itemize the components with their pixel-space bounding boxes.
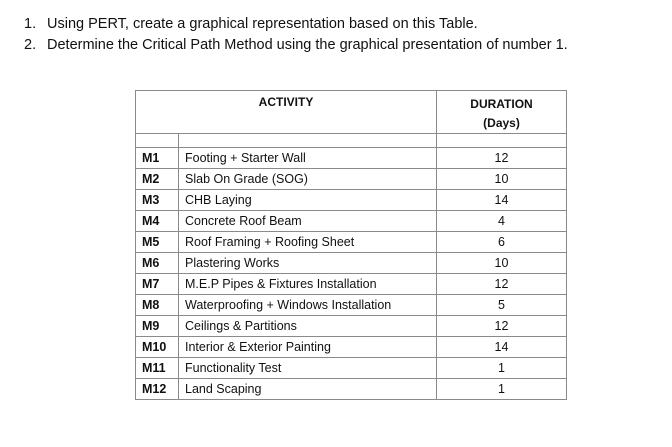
table-row bbox=[136, 148, 567, 169]
spacer-cell bbox=[179, 134, 437, 148]
activity-duration: 14 bbox=[437, 190, 567, 211]
table-row bbox=[136, 211, 567, 232]
activity-duration: 1 bbox=[437, 358, 567, 379]
activity-code: M12 bbox=[136, 379, 179, 400]
table-row bbox=[136, 337, 567, 358]
instruction-item-2 bbox=[24, 35, 568, 56]
activity-name: CHB Laying bbox=[179, 190, 437, 211]
activity-duration: 6 bbox=[437, 232, 567, 253]
spacer-cell bbox=[136, 134, 179, 148]
activity-code: M3 bbox=[136, 190, 179, 211]
instruction-item-1 bbox=[24, 14, 568, 35]
table-row bbox=[136, 169, 567, 190]
activity-duration: 1 bbox=[437, 379, 567, 400]
activity-code: M4 bbox=[136, 211, 179, 232]
activity-code: M2 bbox=[136, 169, 179, 190]
activity-name: Functionality Test bbox=[179, 358, 437, 379]
activity-code: M10 bbox=[136, 337, 179, 358]
instruction-text: Using PERT, create a graphical representation based on this Table. bbox=[47, 16, 478, 32]
activity-name: Concrete Roof Beam bbox=[179, 211, 437, 232]
table-spacer-row bbox=[136, 134, 567, 148]
activity-name: Slab On Grade (SOG) bbox=[179, 169, 437, 190]
activity-code: M8 bbox=[136, 295, 179, 316]
table-row bbox=[136, 295, 567, 316]
activity-duration: 14 bbox=[437, 337, 567, 358]
activity-duration: 4 bbox=[437, 211, 567, 232]
activity-name: Land Scaping bbox=[179, 379, 437, 400]
activity-name: Roof Framing + Roofing Sheet bbox=[179, 232, 437, 253]
instructions-list bbox=[24, 14, 568, 56]
activity-code: M5 bbox=[136, 232, 179, 253]
activity-name: Ceilings & Partitions bbox=[179, 316, 437, 337]
duration-header-unit: (Days) bbox=[483, 116, 520, 130]
instruction-text: Determine the Critical Path Method using the graphical presentation of number 1. bbox=[47, 37, 568, 53]
activity-duration: 12 bbox=[437, 316, 567, 337]
activity-table bbox=[135, 90, 567, 400]
activity-duration: 10 bbox=[437, 169, 567, 190]
table-row bbox=[136, 358, 567, 379]
activity-code: M9 bbox=[136, 316, 179, 337]
duration-header-label: DURATION bbox=[470, 97, 533, 111]
table-row bbox=[136, 253, 567, 274]
table-row bbox=[136, 274, 567, 295]
activity-header: ACTIVITY bbox=[136, 91, 437, 134]
instruction-number: 2. bbox=[24, 37, 37, 53]
table-row bbox=[136, 316, 567, 337]
activity-duration: 5 bbox=[437, 295, 567, 316]
table-header-row bbox=[136, 91, 567, 134]
activity-name: Plastering Works bbox=[179, 253, 437, 274]
table-row bbox=[136, 190, 567, 211]
activity-code: M7 bbox=[136, 274, 179, 295]
activity-code: M1 bbox=[136, 148, 179, 169]
table-row bbox=[136, 379, 567, 400]
spacer-cell bbox=[437, 134, 567, 148]
activity-code: M6 bbox=[136, 253, 179, 274]
activity-name: Footing + Starter Wall bbox=[179, 148, 437, 169]
duration-header bbox=[437, 91, 567, 134]
activity-name: Interior & Exterior Painting bbox=[179, 337, 437, 358]
activity-duration: 12 bbox=[437, 274, 567, 295]
table-row bbox=[136, 232, 567, 253]
activity-code: M11 bbox=[136, 358, 179, 379]
activity-duration: 10 bbox=[437, 253, 567, 274]
activity-duration: 12 bbox=[437, 148, 567, 169]
instruction-number: 1. bbox=[24, 16, 37, 32]
activity-name: Waterproofing + Windows Installation bbox=[179, 295, 437, 316]
activity-name: M.E.P Pipes & Fixtures Installation bbox=[179, 274, 437, 295]
